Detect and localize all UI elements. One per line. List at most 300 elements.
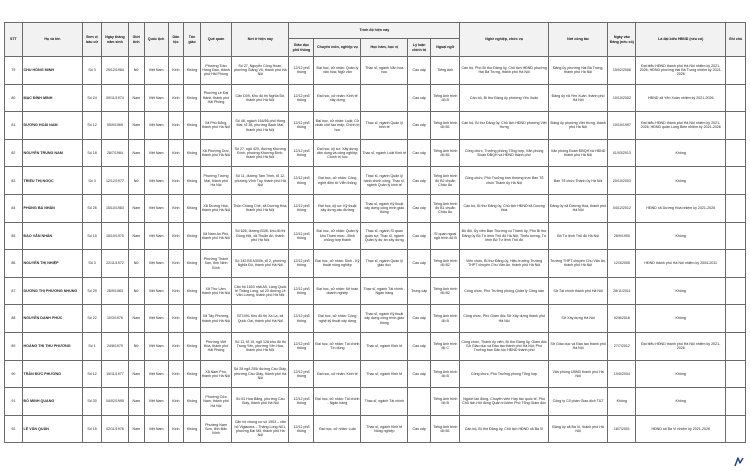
cell-political: Cao cấp (408, 112, 431, 140)
cell-religion: Không (184, 112, 201, 140)
cell-council: Đại biểu HĐND thành phố Hà Nội nhiệm kỳ 2021-2026; HĐND phường Hai Bà Trưng nhiệm kỳ 2021-2026 (636, 57, 726, 85)
cell-workplace: Đảng ủy xã Ba Vì, thành phố Hà Nội (548, 415, 607, 443)
cell-name: DƯƠNG THỊ PHƯƠNG NHUNG (22, 277, 82, 305)
cell-party-date: 10/10/1997 (608, 112, 636, 140)
cell-party-date: 26/9/1990 (608, 222, 636, 250)
cell-ethnic: Kinh (168, 194, 184, 222)
cell-general: 12/12 phổ thông (289, 415, 314, 443)
cell-note (726, 360, 746, 388)
cell-workplace: Bộ Tư lệnh Thủ đô Hà Nội (548, 222, 607, 250)
cell-note (726, 415, 746, 443)
cell-unit: Số 22 (83, 305, 102, 333)
cell-job: Cán bộ, Bí thư Đảng ủy, Chủ tịch HĐND phường Việt Hưng (460, 112, 549, 140)
cell-general: 12/12 phổ thông (289, 250, 314, 278)
cell-party-date: 20/10/2003 (608, 167, 636, 195)
cell-nationality: Việt Nam (144, 305, 168, 333)
cell-party-date: 15/02/2006 (608, 57, 636, 85)
cell-name: NGUYỄN TRUNG NAM (22, 139, 82, 167)
cell-general: 12/12 phổ thông (289, 112, 314, 140)
cell-dob: 26/9/1983 (101, 277, 128, 305)
cell-dob: 15/10/1970 (101, 222, 128, 250)
cell-ethnic: Kinh (168, 57, 184, 85)
header-row-top (5, 23, 746, 39)
cell-council: HĐND xã Dương Hòa nhiệm kỳ 2021-2026 (636, 194, 726, 222)
cell-name: HOÀNG THỊ THU PHƯƠNG (22, 332, 82, 360)
cell-specialty: Đại học, cử nhân: Công nghệ điện tử Viễn thông (314, 167, 361, 195)
cell-name: TRIỆU THỊ NGỌC (22, 167, 82, 195)
cell-general: 12/12 phổ thông (289, 388, 314, 416)
cell-language: Tiếng Anh trình độ B1 (431, 139, 460, 167)
cell-specialty: Đại học, cử nhân: Luật; Cử nhân chế tạo máy; Chính trị học (314, 112, 361, 140)
cell-council: Đại biểu HĐND thành phố Hà Nội nhiệm kỳ 2021-2026 (636, 332, 726, 360)
corner-logo-icon (734, 457, 744, 467)
table-row (5, 57, 746, 85)
cell-general: 12/12 phổ thông (289, 277, 314, 305)
cell-specialty: Đại học, cử nhân: Kinh tế xây dựng (314, 84, 361, 112)
cell-job: Công chức, Phó Trưởng phòng Quản lý Công sản (460, 277, 549, 305)
cell-ethnic: Kinh (168, 360, 184, 388)
cell-degree: Thạc sĩ, ngành Quản lý kinh tế (361, 112, 408, 140)
cell-stt: 84 (5, 194, 23, 222)
cell-unit: Số 15 (83, 222, 102, 250)
cell-note (726, 388, 746, 416)
cell-job: Cán bộ, Bí thư Đảng ủy phường Yên Xuân (460, 84, 549, 112)
cell-specialty: Đại học, cử nhân: Tài chính - Ngân hàng (314, 388, 361, 416)
cell-residence: Số 61 Hoa Bằng, phường Cầu Giấy, thành phố Hà Nội (232, 388, 289, 416)
cell-degree: Thạc sĩ, ngành Tài chính (361, 388, 408, 416)
cell-stt: 83 (5, 167, 23, 195)
cell-degree: Thạc sĩ, ngành Văn hóa học (361, 57, 408, 85)
cell-stt: 80 (5, 84, 23, 112)
cell-sex: Nữ (128, 57, 144, 85)
cell-nationality: Việt Nam (144, 415, 168, 443)
cell-party-date: 18/7/2001 (608, 415, 636, 443)
cell-nationality: Việt Nam (144, 360, 168, 388)
cell-unit: Số 3 (83, 57, 102, 85)
cell-workplace: Sở Giáo dục và Đào tạo thành phố Hà Nội (548, 332, 607, 360)
cell-council: Không (636, 360, 726, 388)
table-row (5, 305, 746, 333)
cell-dob: 22/11/1972 (101, 250, 128, 278)
cell-language: Tiếng Anh trình độ B (431, 305, 460, 333)
header-job: Nghề nghiệp, chức vụ (460, 23, 549, 57)
cell-workplace: Văn phòng Đoàn ĐBQH và HĐND thành phố Hà Nội (548, 139, 607, 167)
header-ethnic: Dân tộc (168, 23, 184, 57)
cell-dob: 28/7/1984 (101, 139, 128, 167)
cell-ethnic: Kinh (168, 112, 184, 140)
cell-nationality: Việt Nam (144, 194, 168, 222)
cell-sex: Nam (128, 112, 144, 140)
cell-stt: 87 (5, 277, 23, 305)
cell-dob: 02/11/1976 (101, 415, 128, 443)
cell-political: Cao cấp (408, 139, 431, 167)
header-hometown: Quê quán (200, 23, 231, 57)
cell-specialty: Đại học, cử nhân: Kinh tế (314, 360, 361, 388)
cell-sex: Nam (128, 415, 144, 443)
cell-hometown: Phường Thanh Sơn, tỉnh Ninh Bình (200, 250, 231, 278)
cell-job: Cán bộ, Phó Bí thư Đảng ủy, Chủ tịch HĐND phường Hai Bà Trưng, thành phố Hà Nội (460, 57, 549, 85)
table-row (5, 250, 746, 278)
cell-religion: Không (184, 277, 201, 305)
table-row (5, 194, 746, 222)
cell-general: 12/12 phổ thông (289, 139, 314, 167)
cell-degree: Thạc sĩ, ngành Kỹ thuật xây dựng công trình giao thông (361, 305, 408, 333)
cell-sex: Nữ (128, 250, 144, 278)
cell-language: Tiếng Anh trình độ B2 (431, 250, 460, 278)
cell-dob: 15/11/1977 (101, 360, 128, 388)
cell-job: Cán bộ, Bí thư Đảng ủy, Chủ tịch HĐND xã Ba Vì (460, 415, 549, 443)
header-dob: Ngày tháng năm sinh (101, 23, 128, 57)
cell-residence: BT1091 Khu đô thị Xa La, xã Quốc Oai, thành phố Hà Nội (232, 305, 289, 333)
candidate-table (4, 22, 746, 443)
cell-note (726, 222, 746, 250)
header-sex: Giới tính (128, 23, 144, 57)
cell-residence: Số 48, ngách 164/56 phố Hồng Mai, tổ 38, phường Bạch Mai, thành phố Hà Nội (232, 112, 289, 140)
cell-unit: Số 3 (83, 167, 102, 195)
cell-workplace: Công ty Cổ phần Giao dịch T&T (548, 388, 607, 416)
cell-name: TRẦN ĐỨC PHƯƠNG (22, 360, 82, 388)
cell-name: ĐỖ MINH QUANG (22, 388, 82, 416)
cell-religion: Không (184, 250, 201, 278)
cell-political: Cao cấp (408, 250, 431, 278)
cell-council: Không (636, 305, 726, 333)
cell-religion: Không (184, 167, 201, 195)
cell-specialty: Đại học, cử nhân: Quản lý khu Tham mưu - Binh chủng hợp thành (314, 222, 361, 250)
cell-specialty: Đại học, kỹ sư: Kỹ thuật xây dựng cầu đường (314, 194, 361, 222)
cell-residence: Căn D09, Khu đô thị Nghĩa Đô, thành phố Hà Nội (232, 84, 289, 112)
cell-language: Tiếng Anh trình độ B (431, 84, 460, 112)
header-note: Ghi chú (726, 23, 746, 57)
cell-note (726, 277, 746, 305)
cell-degree: Thạc sĩ, ngành Luật Kinh tế (361, 139, 408, 167)
cell-unit: Số 24 (83, 84, 102, 112)
cell-dob: 09/11/1974 (101, 84, 128, 112)
cell-workplace: Ban Tổ chức Thành ủy Hà Nội (548, 167, 607, 195)
table-row (5, 388, 746, 416)
table-row (5, 332, 746, 360)
cell-language: Tiếng Anh trình độ B (431, 388, 460, 416)
header-unit: Đơn vị bầu cử (83, 23, 102, 57)
cell-sex: Nam (128, 388, 144, 416)
cell-nationality: Việt Nam (144, 112, 168, 140)
cell-note (726, 57, 746, 85)
cell-council: Không (636, 139, 726, 167)
cell-name: NGUYỄN THỊ NHIỆP (22, 250, 82, 278)
cell-general: 12/12 phổ thông (289, 222, 314, 250)
cell-hometown: Xã Nam An Phú, thành phố Hà Nội (200, 222, 231, 250)
cell-nationality: Việt Nam (144, 222, 168, 250)
cell-hometown: Xã Nam Phù, thành phố Hà Nội (200, 360, 231, 388)
table-row (5, 112, 746, 140)
cell-religion: Không (184, 194, 201, 222)
cell-stt: 89 (5, 332, 23, 360)
cell-hometown: Xã Thư Lâm, thành phố Hà Nội (200, 277, 231, 305)
cell-ethnic: Kinh (168, 139, 184, 167)
cell-party-date: 28/11/2011 (608, 277, 636, 305)
cell-unit: Số 15 (83, 415, 102, 443)
cell-political: Cao cấp (408, 305, 431, 333)
cell-job: Cán bộ, Bí thư Đảng ủy, Chủ tịch HĐND xã Dương Hòa (460, 194, 549, 222)
cell-residence: Số 11, tổ 10, ngõ 128 khu đô thị Trung Yên, phường Yên Hòa, thành phố Hà Nội (232, 332, 289, 360)
cell-sex: Nữ (128, 332, 144, 360)
cell-specialty: Đại học, cử nhân: Tài chính Tín dụng (314, 332, 361, 360)
cell-party-date: 01/03/2013 (608, 139, 636, 167)
cell-general: 12/12 phổ thông (289, 360, 314, 388)
header-residence: Nơi ở hiện nay (232, 23, 289, 57)
cell-political: Cao cấp (408, 57, 431, 85)
cell-name: ĐÀO VĂN NHÂN (22, 222, 82, 250)
cell-note (726, 167, 746, 195)
cell-council: HĐND xã Yên Xuân nhiệm kỳ 2021-2026 (636, 84, 726, 112)
cell-hometown: Xã Phượng Dực, thành phố Hà Nội (200, 139, 231, 167)
cell-residence: Số 626, đường B3/8, khu đô thị Đông Hội, xã Thuận An, thành phố Hà Nội (232, 222, 289, 250)
cell-nationality: Việt Nam (144, 57, 168, 85)
cell-hometown: Xã Dương Hòa, thành phố Hà Nội (200, 194, 231, 222)
cell-political: Cao cấp (408, 332, 431, 360)
cell-unit: Số 18 (83, 139, 102, 167)
cell-workplace: Đảng ủy phường Việt Hưng, thành phố Hà Nội (548, 112, 607, 140)
cell-religion: Không (184, 222, 201, 250)
cell-name: NGUYỄN DANH PHÚC (22, 305, 82, 333)
cell-unit: Số 29 (83, 277, 102, 305)
cell-name: MẠC ĐÌNH MINH (22, 84, 82, 112)
cell-stt: 92 (5, 415, 23, 443)
header-stt: STT (5, 23, 23, 57)
cell-ethnic: Kinh (168, 277, 184, 305)
cell-council: HĐND thành phố Hà Nội nhiệm kỳ 2004-2011 (636, 250, 726, 278)
header-religion: Tôn giáo (184, 23, 201, 57)
cell-hometown: Phường Cửa Nam, thành phố Hà Nội (200, 388, 231, 416)
cell-job: Công chức, Thành ủy viên, Bí thư Đảng ủy, Giám đốc Sở Giáo dục và Đào tạo thành phố Hà Nội; Phó Trưởng ban Dân tộc HĐND thành phố (460, 332, 549, 360)
cell-stt: 82 (5, 139, 23, 167)
table-row (5, 167, 746, 195)
cell-council: Không (636, 167, 726, 195)
cell-note (726, 305, 746, 333)
cell-ethnic: Kinh (168, 305, 184, 333)
cell-hometown: Phường Nam Sơn, tỉnh Bắc Ninh (200, 415, 231, 443)
cell-political: Cao cấp (408, 360, 431, 388)
cell-party-date: 10/10/2002 (608, 84, 636, 112)
cell-council: Không (636, 222, 726, 250)
cell-religion: Không (184, 139, 201, 167)
cell-unit: Số 26 (83, 194, 102, 222)
cell-sex: Nữ (128, 167, 144, 195)
header-nationality: Quốc tịch (144, 23, 168, 57)
cell-name: PHÙNG BÁ NHÂN (22, 194, 82, 222)
cell-sex: Nam (128, 139, 144, 167)
cell-specialty: Đại học, cử nhân: Luật (314, 415, 361, 443)
cell-stt: 88 (5, 305, 23, 333)
cell-language: Tiếng Anh trình độ C (431, 332, 460, 360)
cell-degree: Thạc sĩ, ngành Sĩ quan quân sự; Thạc sĩ, ngành Quản lý dự án xây dựng (361, 222, 408, 250)
cell-hometown: Xã Phù Đổng, thành phố Hà Nội (200, 112, 231, 140)
cell-language: Tiếng Anh trình độ B1 chuẩn Châu Âu (431, 194, 460, 222)
cell-nationality: Việt Nam (144, 388, 168, 416)
cell-council: HĐND xã Ba Vì nhiệm kỳ 2021-2026 (636, 415, 726, 443)
header-party-date: Ngày vào Đảng (nếu có) (608, 23, 636, 57)
table-row (5, 84, 746, 112)
cell-political (408, 388, 431, 416)
cell-ethnic: Kinh (168, 250, 184, 278)
cell-sex: Nữ (128, 277, 144, 305)
cell-specialty: Đại học, cử nhân: Kế toán doanh nghiệp (314, 277, 361, 305)
cell-sex: Nam (128, 222, 144, 250)
cell-religion: Không (184, 332, 201, 360)
cell-sex: Nam (128, 84, 144, 112)
cell-language: Tiếng Anh trình độ B1 (431, 112, 460, 140)
table-row (5, 139, 746, 167)
cell-sex: Nam (128, 194, 144, 222)
cell-workplace: Đảng ủy phường Hai Bà Trưng, thành phố Hà Nội (548, 57, 607, 85)
header-workplace: Nơi công tác (548, 23, 607, 57)
cell-religion: Không (184, 305, 201, 333)
header-political: Lý luận chính trị (408, 39, 431, 57)
cell-nationality: Việt Nam (144, 277, 168, 305)
cell-unit: Số 1 (83, 332, 102, 360)
cell-religion: Không (184, 388, 201, 416)
cell-stt: 79 (5, 57, 23, 85)
cell-workplace: Văn phòng UBND thành phố Hà Nội (548, 360, 607, 388)
cell-religion: Không (184, 57, 201, 85)
cell-language: Tiếng Anh trình độ B1 (431, 415, 460, 443)
cell-political: Trung cấp (408, 277, 431, 305)
header-council: Là đại biểu HĐND (nếu có) (636, 23, 726, 57)
cell-religion: Không (184, 415, 201, 443)
cell-degree: Thạc sĩ, ngành Kinh tế Nông nghiệp (361, 415, 408, 443)
cell-workplace: Đảng ủy xã Yên Xuân, thành phố Hà Nội (548, 84, 607, 112)
cell-workplace: Trường THPT chuyên Chu Văn An, thành phố Hà Nội (548, 250, 607, 278)
cell-degree: Thạc sĩ, ngành Kinh tế (361, 360, 408, 388)
cell-language: Sĩ quan ngoại ngữ trình độ B (431, 222, 460, 250)
cell-stt: 81 (5, 112, 23, 140)
table-row (5, 415, 746, 443)
cell-note (726, 139, 746, 167)
header-language: Ngoại ngữ (431, 39, 460, 57)
cell-hometown: Phường Việt Hòa, thành phố Hải Phòng (200, 332, 231, 360)
cell-hometown: Phường Trần Hưng Đạo, thành phố Hải Phòng (200, 57, 231, 85)
table-body (5, 57, 746, 443)
cell-dob: 05/9/1969 (101, 112, 128, 140)
table-row (5, 222, 746, 250)
cell-job: Người lao động, Chuyên viên Hợp tác quốc tế, Phó Chủ tịch Hội đồng Quản trị kiêm Phó Tổng Giám đốc (460, 388, 549, 416)
cell-general: 12/12 phổ thông (289, 167, 314, 195)
cell-workplace: Sở Xây dựng Hà Nội (548, 305, 607, 333)
cell-hometown: Phường Tương Mai, thành phố Hà Nội (200, 167, 231, 195)
header-name: Họ và tên (22, 23, 82, 57)
cell-council: Không (636, 277, 726, 305)
cell-residence: Thôn Chàng Chè, xã Dương Hòa, thành phố Hà Nội (232, 194, 289, 222)
cell-job: Bộ đội, Ủy viên Ban Thường vụ Thành ủy, Phó Bí thư Đảng ủy Bộ Tư lệnh Thủ đô Hà Nội, Thiếu tướng, Tư lệnh Bộ Tư lệnh Thủ đô (460, 222, 549, 250)
cell-note (726, 84, 746, 112)
cell-note (726, 250, 746, 278)
cell-job: Công chức, Phó Giám đốc Sở Xây dựng thành phố Hà Nội (460, 305, 549, 333)
cell-ethnic: Kinh (168, 84, 184, 112)
cell-hometown: Xã Tây Phương, thành phố Hà Nội (200, 305, 231, 333)
cell-political: Cao cấp (408, 84, 431, 112)
cell-note (726, 194, 746, 222)
header-specialty: Chuyên môn, nghiệp vụ (314, 39, 361, 57)
cell-job: Viên chức, Bí thư Đảng ủy, Hiệu trưởng Trường THPT chuyên Chu Văn An, thành phố Hà Nội (460, 250, 549, 278)
cell-party-date: 02/8/2016 (608, 305, 636, 333)
cell-workplace: Đảng ủy xã Dương Hòa, thành phố Hà Nội (548, 194, 607, 222)
cell-stt: 91 (5, 388, 23, 416)
cell-dob: 12/12/1977 (101, 167, 128, 195)
cell-party-date: 12/3/2005 (608, 250, 636, 278)
cell-specialty: Đại học, kỹ sư: Xây dựng dân dụng và công nghiệp; Chính trị học (314, 139, 361, 167)
cell-residence: Số 27, Nguyễn Công Hoan, phường Giảng Võ, thành phố Hà Nội (232, 57, 289, 85)
cell-unit: Số 12 (83, 360, 102, 388)
cell-residence: Số 11, đường Tam Trinh, tổ 12, phường Vĩnh Tuy, thành phố Hà Nội (232, 167, 289, 195)
cell-degree: Thạc sĩ, ngành Tài chính - Ngân hàng (361, 277, 408, 305)
cell-unit: Số 3 (83, 250, 102, 278)
cell-religion: Không (184, 84, 201, 112)
cell-note (726, 112, 746, 140)
cell-stt: 90 (5, 360, 23, 388)
cell-nationality: Việt Nam (144, 167, 168, 195)
cell-party-date: 27/7/2012 (608, 332, 636, 360)
cell-name: CHU HỒNG MINH (22, 57, 82, 85)
cell-name: LÊ VĂN QUÂN (22, 415, 82, 443)
cell-ethnic: Kinh (168, 222, 184, 250)
cell-name: DƯƠNG HOÀI NAM (22, 112, 82, 140)
cell-nationality: Việt Nam (144, 84, 168, 112)
cell-party-date: 19/5/2004 (608, 360, 636, 388)
cell-specialty: Đại học, cử nhân: Công nghệ kỹ thuật xây dựng (314, 305, 361, 333)
table-row (5, 360, 746, 388)
cell-general: 12/12 phổ thông (289, 84, 314, 112)
cell-religion: Không (184, 360, 201, 388)
cell-political: Cao cấp (408, 415, 431, 443)
cell-political: Cao cấp (408, 194, 431, 222)
cell-unit: Số 30 (83, 388, 102, 416)
cell-nationality: Việt Nam (144, 139, 168, 167)
cell-political: Cao cấp (408, 167, 431, 195)
cell-residence: Số 28 ngõ 255/ đường Cầu Giấy, phường Cầu Giấy, thành phố Hà Nội (232, 360, 289, 388)
cell-dob: 29/12/1984 (101, 57, 128, 85)
cell-dob: 04/02/1995 (101, 388, 128, 416)
cell-language: Tiếng Anh trình độ B (431, 360, 460, 388)
cell-political: Cao cấp (408, 222, 431, 250)
cell-workplace: Sở Tài chính thành phố Hà Nội (548, 277, 607, 305)
cell-unit: Số 12 (83, 112, 102, 140)
candidate-table-sheet (4, 22, 746, 462)
cell-ethnic: Kinh (168, 388, 184, 416)
cell-residence: Số 27, ngõ 420, đường Khương Đình, phường Khương Đình, thành phố Hà Nội (232, 139, 289, 167)
cell-dob: 24/8/1979 (101, 332, 128, 360)
cell-sex: Nam (128, 305, 144, 333)
cell-job: Công chức, Phó Trưởng phòng Tổng hợp (460, 360, 549, 388)
cell-language: Tiếng Anh trình độ B2 (431, 277, 460, 305)
header-degree: Học hàm, học vị (361, 39, 408, 57)
cell-nationality: Việt Nam (144, 332, 168, 360)
cell-general: 12/12 phổ thông (289, 194, 314, 222)
cell-language: Tiếng Anh trình độ B2 chuẩn Châu Âu (431, 167, 460, 195)
cell-job: Công chức, Trưởng phòng Tổng hợp, Văn phòng Đoàn ĐBQH và HĐND thành phố (460, 139, 549, 167)
cell-degree: Thạc sĩ, ngành Quản lý giáo dục (361, 250, 408, 278)
cell-general: 12/12 phổ thông (289, 332, 314, 360)
cell-party-date: Không (608, 388, 636, 416)
cell-dob: 10/3/1976 (101, 305, 128, 333)
cell-degree: Thạc sĩ, ngành Quản lý hành chính công; Thạc sĩ, ngành Quản lý kinh tế (361, 167, 408, 195)
cell-job: Công chức, Phó Trưởng ban thường trực Ban Tổ chức Thành ủy Hà Nội (460, 167, 549, 195)
cell-general: 12/12 phổ thông (289, 57, 314, 85)
cell-degree: Thạc sĩ, ngành Kinh tế (361, 332, 408, 360)
cell-degree: Thạc sĩ, ngành Kỹ thuật xây dựng công trình giao thông (361, 194, 408, 222)
cell-council: Không (636, 388, 726, 416)
cell-hometown: Phường Lê Đại Hành, thành phố Hải Phòng (200, 84, 231, 112)
cell-sex: Nam (128, 360, 144, 388)
cell-residence: Căn hộ 1603 nhà A5, Làng Quốc tế Thăng Long, số 20 đường Lê Văn Lương, thành phố Hà Nội (232, 277, 289, 305)
